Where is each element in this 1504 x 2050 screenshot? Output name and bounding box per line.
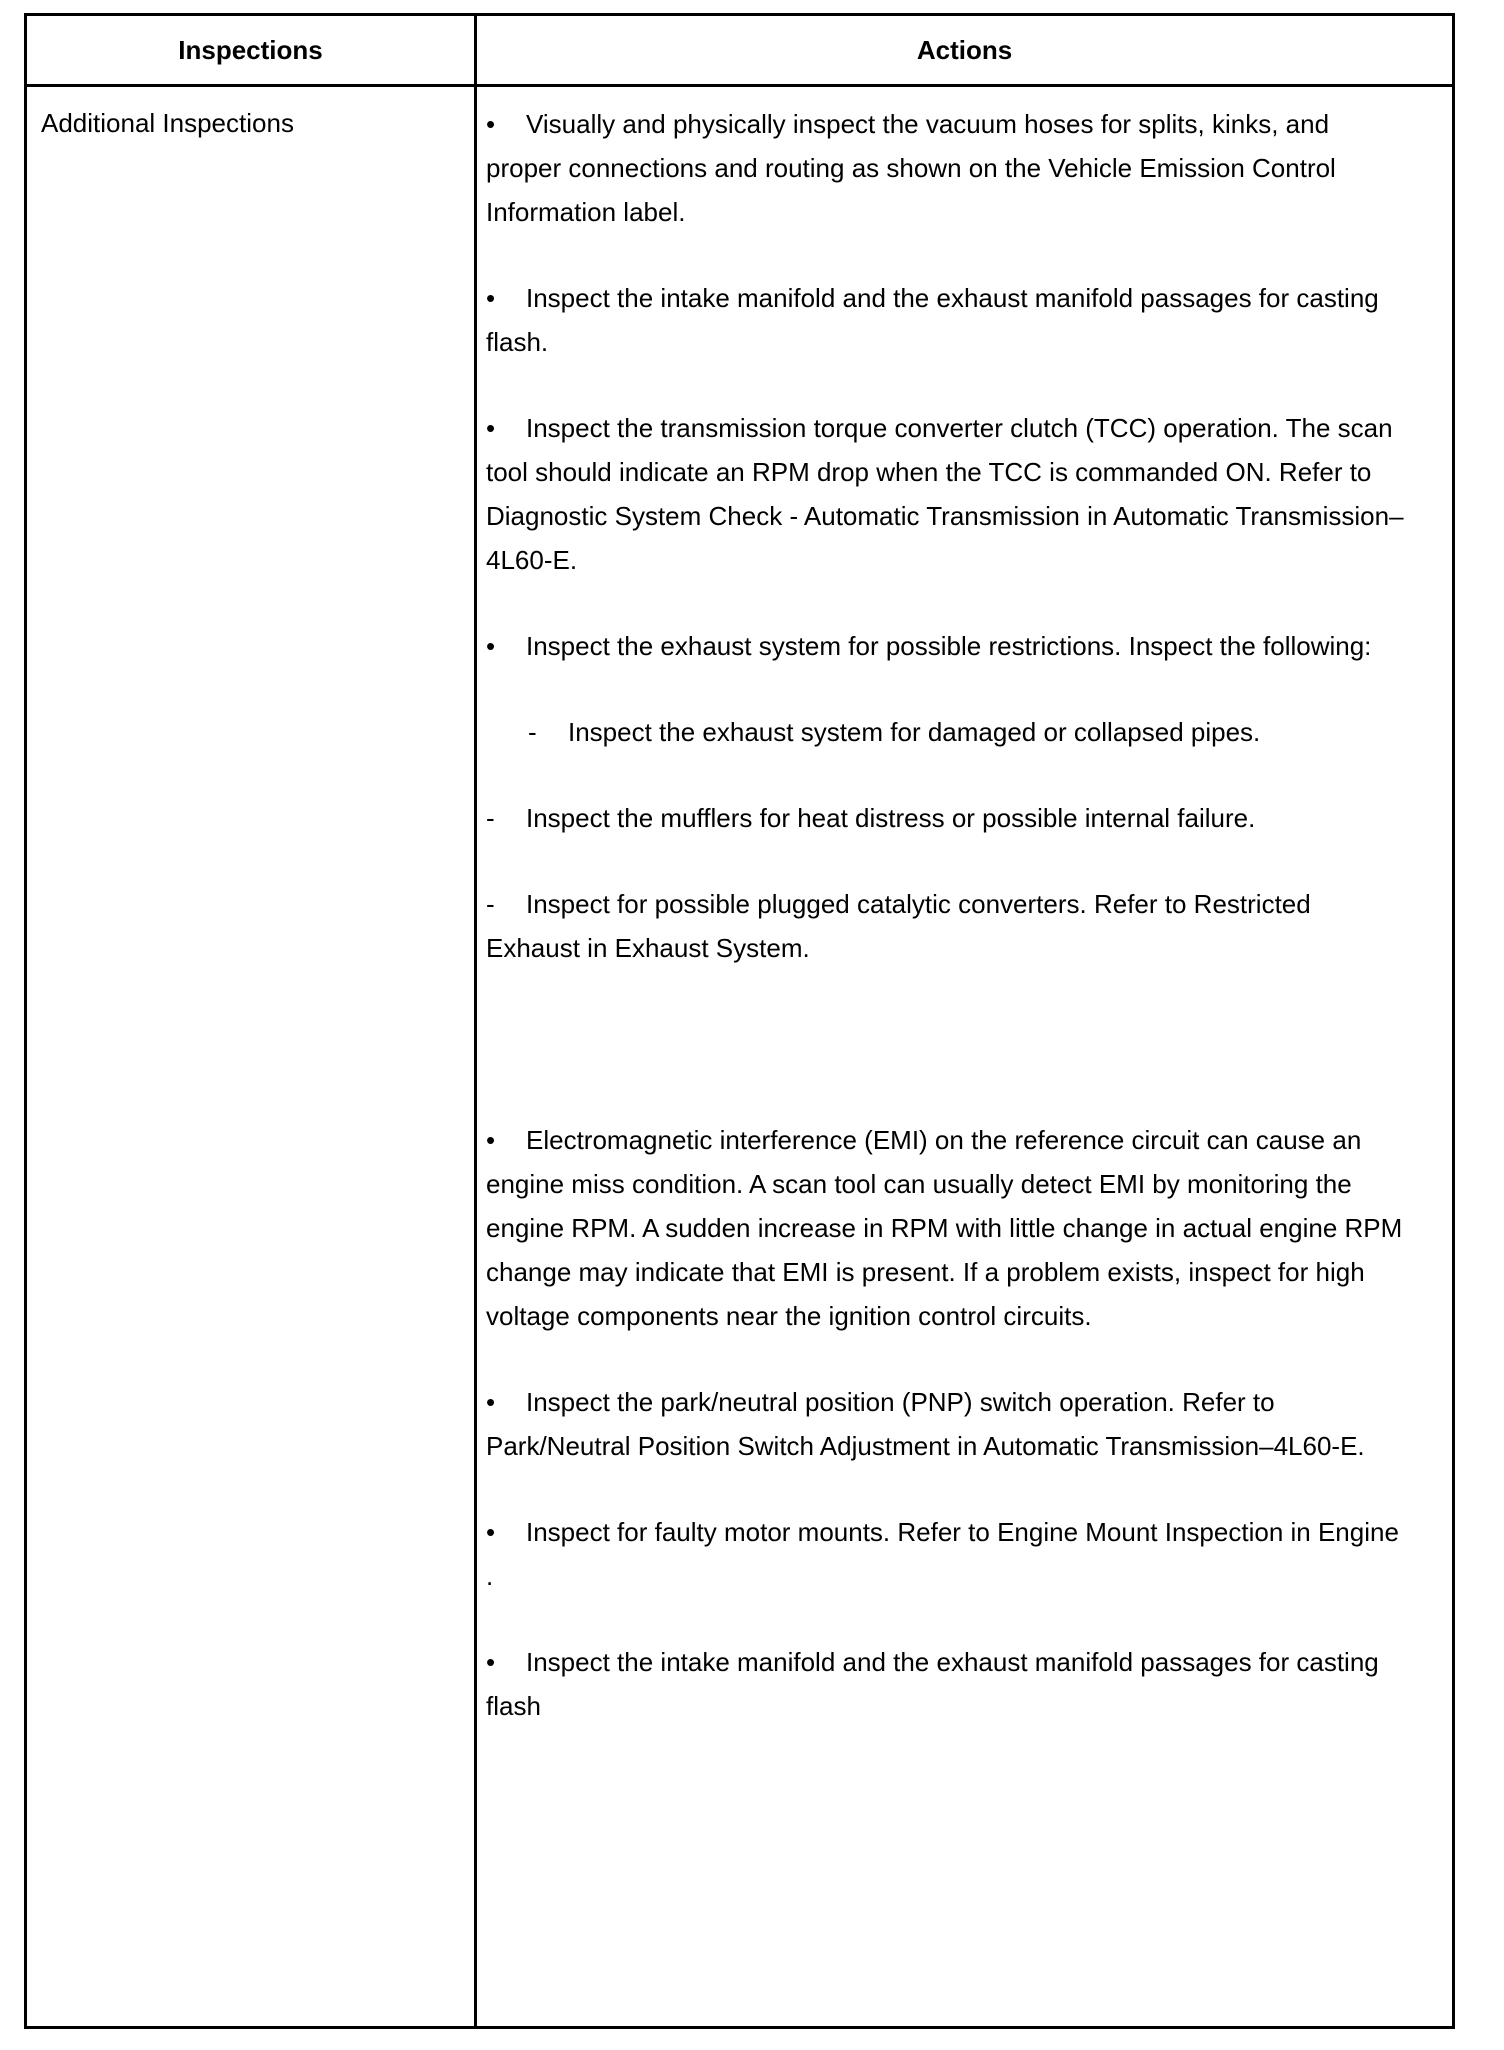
action-item	[486, 1640, 1406, 1728]
action-item	[486, 1118, 1406, 1338]
header-divider	[27, 84, 1452, 87]
bullet-marker: •	[486, 283, 496, 313]
action-item	[486, 624, 1406, 668]
actions-list	[486, 102, 1406, 1770]
header-actions: Actions	[916, 34, 1013, 65]
action-item	[486, 102, 1406, 234]
action-text: Inspect the transmission torque converter clutch (TCC) operation. The scan tool should indicate an RPM drop when the TCC is commanded ON. Refer to Diagnostic System Check - Automatic Transmission in Automatic Transmission–4L60-E.	[486, 413, 1404, 575]
action-text: Visually and physically inspect the vacuum hoses for splits, kinks, and proper connections and routing as shown on the Vehicle Emission Control Information label.	[486, 109, 1336, 227]
action-text: Inspect the exhaust system for possible restrictions. Inspect the following:	[526, 631, 1372, 661]
action-item	[486, 276, 1406, 364]
column-divider	[474, 16, 477, 2026]
action-text: Electromagnetic interference (EMI) on the reference circuit can cause an engine miss condition. A scan tool can usually detect EMI by monitoring the engine RPM. A sudden increase in RPM with little change in actual engine RPM change may indicate that EMI is present. If a problem exists, inspect for high voltage components near the ignition control circuits.	[486, 1125, 1403, 1331]
action-text: Inspect the exhaust system for damaged or collapsed pipes.	[568, 717, 1261, 747]
action-text: Inspect the intake manifold and the exhaust manifold passages for casting flash	[486, 1647, 1379, 1721]
bullet-marker: •	[486, 1517, 496, 1547]
dash-marker: -	[486, 803, 495, 833]
action-text: Inspect the intake manifold and the exhaust manifold passages for casting flash.	[486, 283, 1379, 357]
action-subitem	[486, 796, 1406, 840]
action-text: Inspect for possible plugged catalytic converters. Refer to Restricted Exhaust in Exhaust System.	[486, 889, 1311, 963]
bullet-marker: •	[486, 413, 496, 443]
action-subitem	[486, 882, 1406, 970]
dash-marker: -	[528, 717, 537, 747]
dash-marker: -	[486, 889, 495, 919]
bullet-marker: •	[486, 109, 496, 139]
inspection-category: Additional Inspections	[41, 108, 294, 138]
action-item	[486, 1380, 1406, 1468]
action-subitem	[486, 710, 1406, 754]
action-item	[486, 406, 1406, 582]
action-text: Inspect the park/neutral position (PNP) switch operation. Refer to Park/Neutral Position Switch Adjustment in Automatic Transmission–4L60-E.	[486, 1387, 1365, 1461]
inspection-table	[24, 13, 1455, 2029]
bullet-marker: •	[486, 631, 496, 661]
bullet-marker: •	[486, 1125, 496, 1155]
header-inspections: Inspections	[178, 34, 323, 65]
action-item	[486, 1510, 1406, 1598]
action-text: Inspect for faulty motor mounts. Refer to Engine Mount Inspection in Engine .	[486, 1517, 1399, 1591]
action-text: Inspect the mufflers for heat distress or possible internal failure.	[526, 803, 1256, 833]
bullet-marker: •	[486, 1647, 496, 1677]
bullet-marker: •	[486, 1387, 496, 1417]
